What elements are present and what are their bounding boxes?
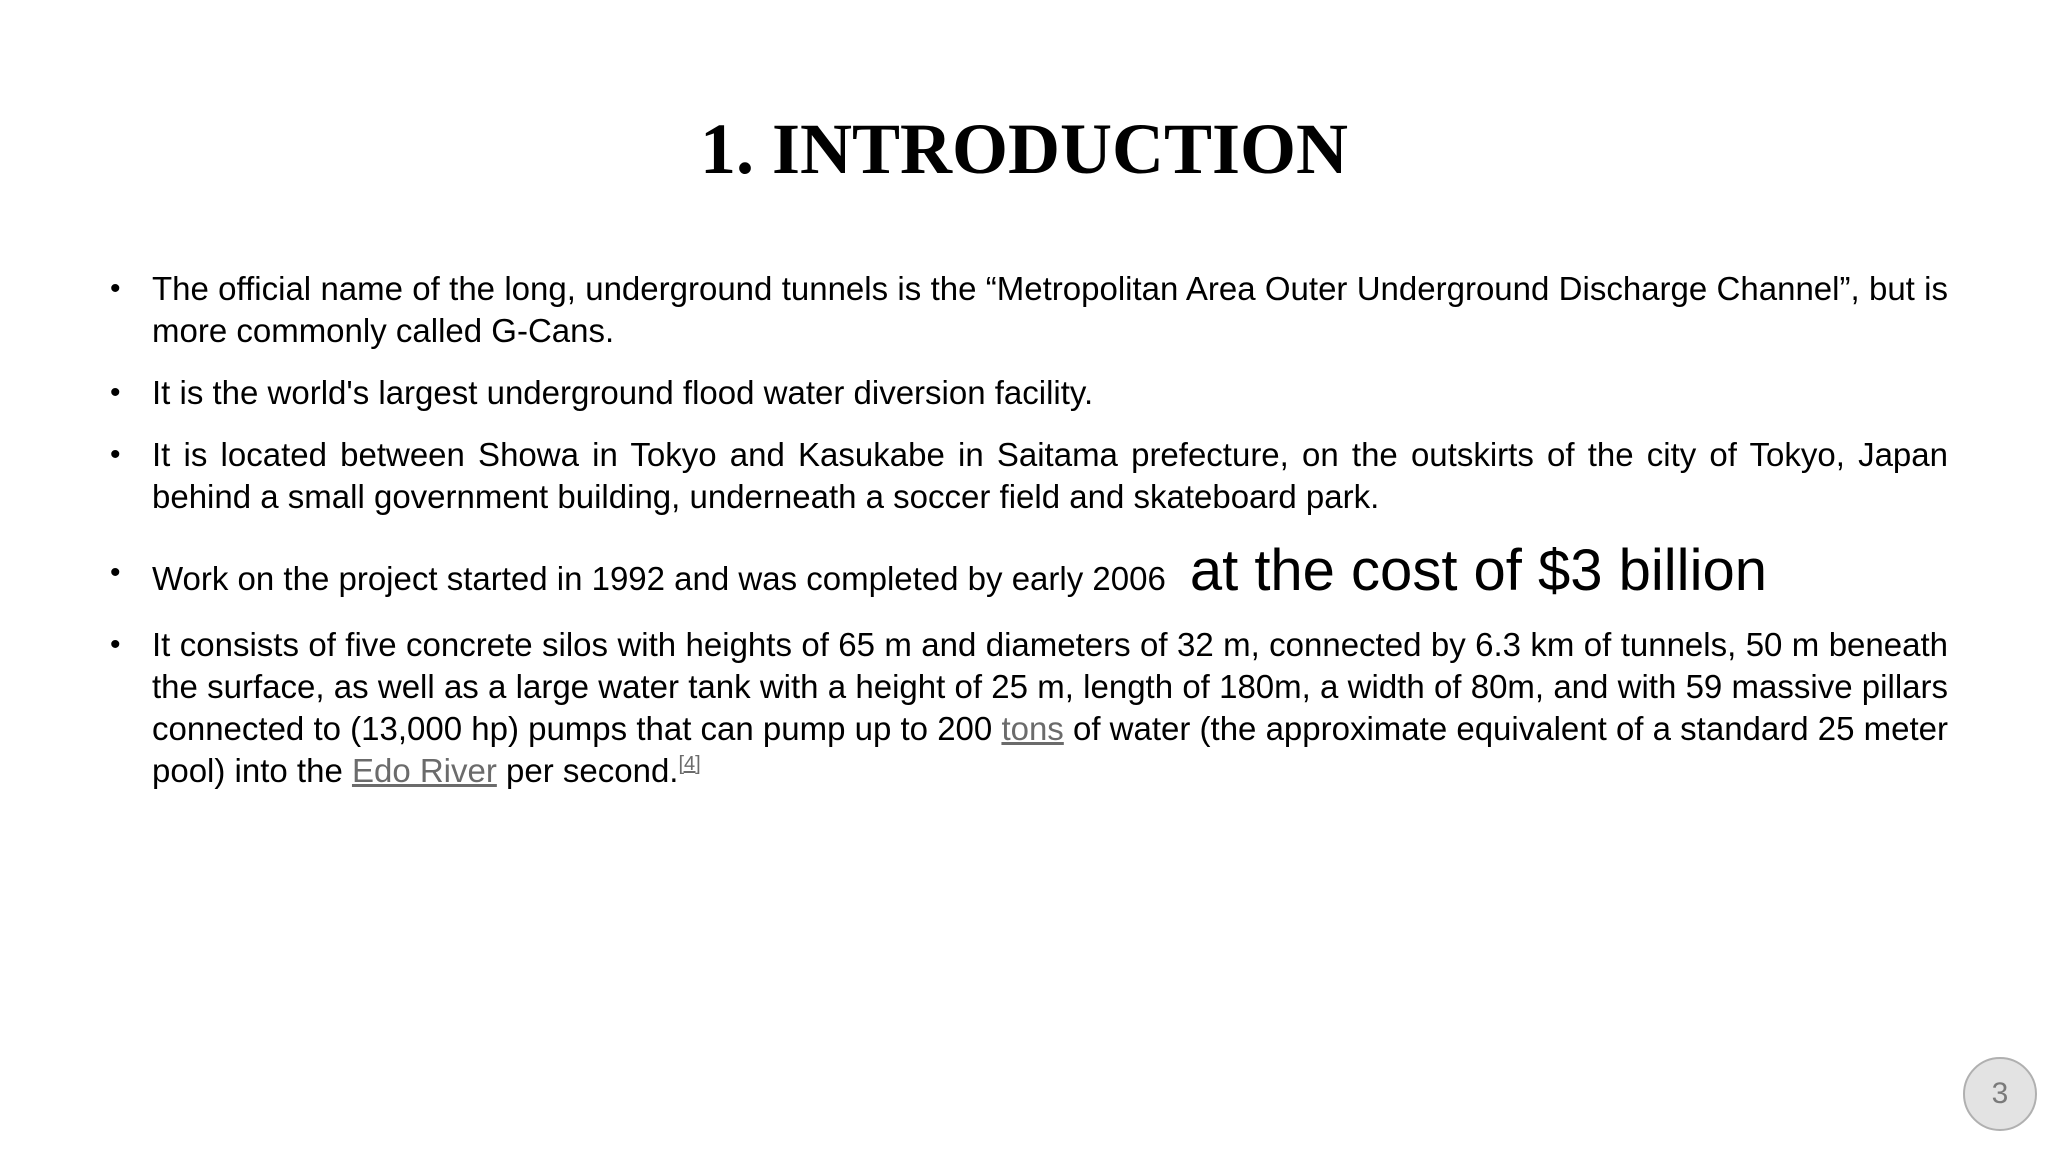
page-number: 3 <box>1991 1077 2009 1110</box>
slide-title: 1. INTRODUCTION <box>699 109 1349 189</box>
bullet-text: It is located between Showa in Tokyo and Kasukabe in Saitama prefecture, on the outskirts of the city of Tokyo, Japan behind a small government building, underneath a soccer field and skateboard park. <box>152 436 1948 515</box>
cost-emphasis: at the cost of $3 billion <box>1189 538 1767 603</box>
bullet-list <box>110 268 1948 792</box>
bullet-project-timeline <box>110 538 1948 604</box>
bullet-text: It is the world's largest underground flood water diversion facility. <box>152 374 1094 411</box>
bullet-dot: • <box>110 556 121 589</box>
bullet-largest-facility <box>110 372 1948 414</box>
bullet-location <box>110 434 1948 518</box>
bullet-text: Work on the project started in 1992 and was completed by early 2006 <box>152 560 1166 597</box>
bullet-text-part2: of water (the approximate equivalent of a standard 25 meter pool) into the <box>152 710 1948 789</box>
bullet-dot: • <box>110 438 121 471</box>
bullet-text-part3: per second. <box>496 752 679 789</box>
citation-link[interactable]: [4] <box>678 753 701 775</box>
bullet-dot: • <box>110 628 121 661</box>
page-number-badge <box>1963 1057 2037 1131</box>
bullet-dot: • <box>110 376 121 409</box>
tons-link[interactable]: tons <box>1001 710 1064 747</box>
bullet-text-part1: It consists of five concrete silos with heights of 65 m and diameters of 32 m, connected by 6.3 km of tunnels, 50 m beneath the surface, as well as a large water tank with a height of 25 m, length of 180m, a width of 80m, and with 59 massive pillars connected to (13,000 hp) pumps that can pump up to 200 <box>152 626 1948 747</box>
edo-river-link[interactable]: Edo River <box>351 752 497 789</box>
bullet-dot: • <box>110 272 121 305</box>
bullet-official-name <box>110 268 1948 352</box>
bullet-specifications <box>110 624 1948 792</box>
bullet-text: The official name of the long, underground tunnels is the “Metropolitan Area Outer Underground Discharge Channel”, but is more commonly called G-Cans. <box>152 270 1948 349</box>
